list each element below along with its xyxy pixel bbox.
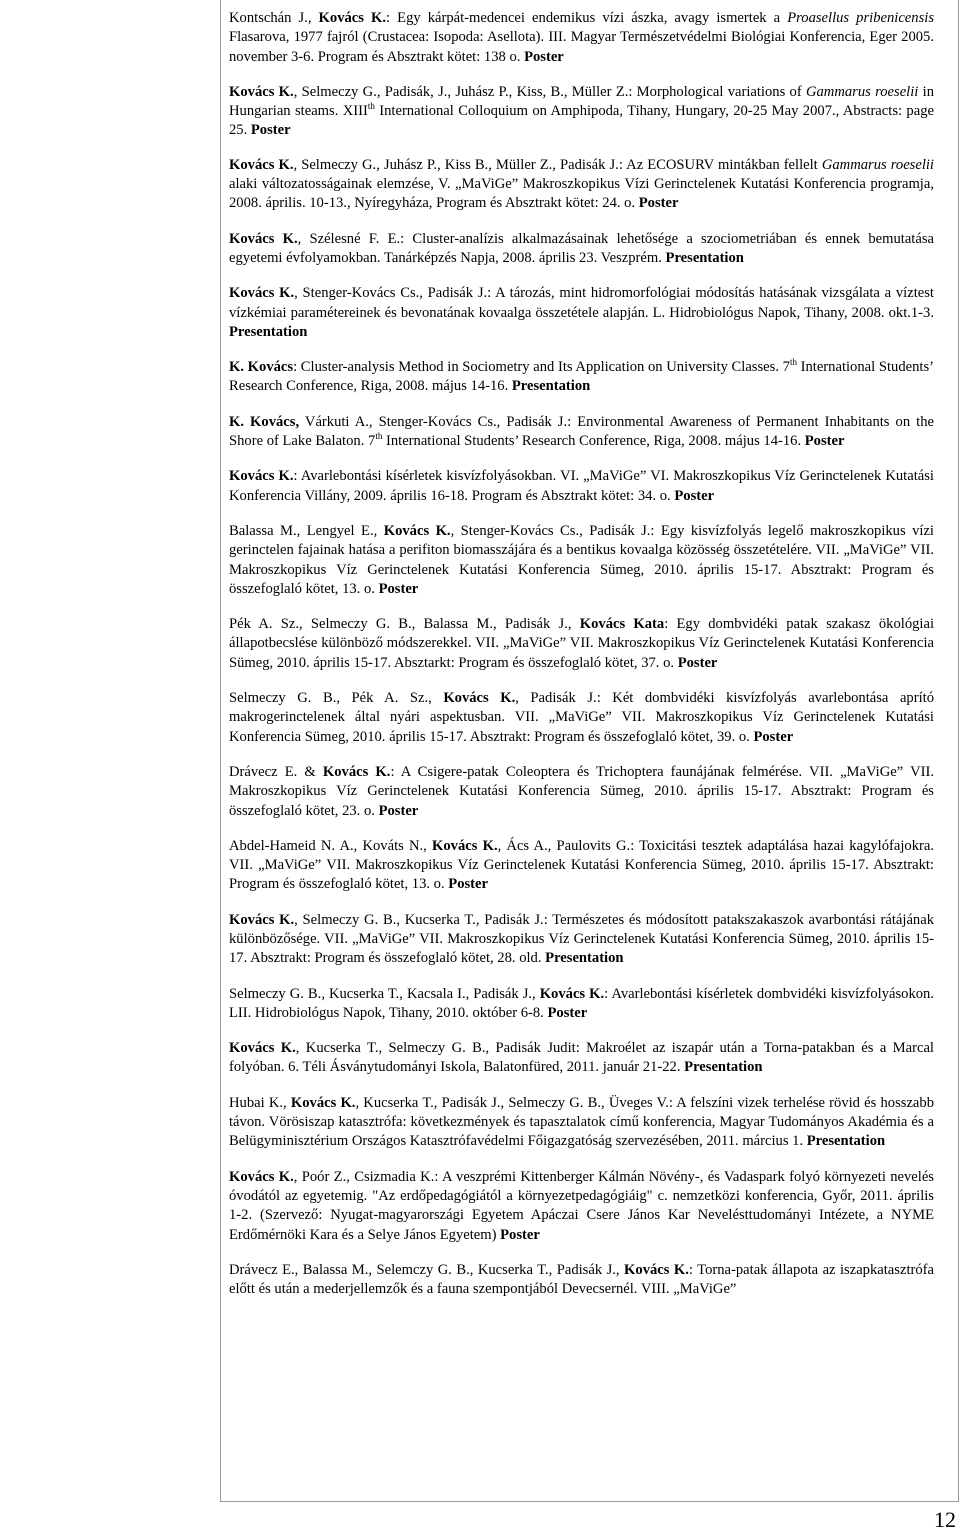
entry-text: in Hungarian steams. XIII <box>229 83 934 120</box>
highlighted-author: Kovács Kata <box>579 616 665 633</box>
publication-entry <box>229 837 934 895</box>
entry-text: Balassa M., Lengyel E., <box>229 522 384 539</box>
highlighted-author: K. Kovács, <box>229 413 300 430</box>
entry-text: : Avarlebontási kísérletek dombvidéki kisvízfolyásokon. LII. Hidrobiológus Napok, Tihany, 2010. október 6-8. <box>229 985 934 1021</box>
entry-text: , Selmeczy G., Padisák, J., Juhász P., Kiss, B., Müller Z.: Morphological variations of <box>293 83 806 100</box>
presentation-type: Presentation <box>511 378 591 395</box>
presentation-type: Poster <box>638 195 679 212</box>
presentation-type: Poster <box>448 876 488 893</box>
presentation-type: Presentation <box>806 1133 886 1150</box>
highlighted-author: Kovács K. <box>229 468 294 485</box>
highlighted-author: Kovács K. <box>229 1040 296 1057</box>
entry-text: International Students’ Research Conference, Riga, 2008. május 14-16. <box>229 359 934 395</box>
entry-text: Hubai K., <box>229 1094 291 1111</box>
entry-text: , Stenger-Kovács Cs., Padisák J.: Egy kisvízfolyás legelő makroszkopikus vízi gerinctelen fajainak hatása a perifiton biomasszájára és a bentikus kovaalga közösség összetételére. VII. „MaViGe” VII. Makroszkopikus Víz Gerinctelenek Kutatási Konferencia Sümeg, 2010. április 15-17. Absztrakt: Program és összefoglaló kötet, 13. o. <box>229 522 934 597</box>
publication-entry <box>229 689 934 747</box>
publication-entry <box>229 522 934 599</box>
page-number: 12 <box>934 1507 956 1532</box>
publication-list <box>229 9 934 1315</box>
highlighted-author: Kovács K. <box>539 985 605 1002</box>
entry-text: : Egy kárpát-medencei endemikus vízi ászka, avagy ismertek a <box>386 10 788 26</box>
superscript-ordinal: th <box>375 431 383 442</box>
highlighted-author: Kovács K. <box>229 83 294 100</box>
entry-text: : Cluster-analysis Method in Sociometry and Its Application on University Classes. 7 <box>293 359 790 376</box>
entry-text: alaki változatosságainak elemzése, V. „MaViGe” Makroszkopikus Vízi Gerinctelenek Kutatási Konferencia programja, 2008. április. 10-13., Nyíregyháza, Program és Absztrakt kötet: 24. o. <box>229 176 934 212</box>
entry-text: Abdel-Hameid N. A., Kováts N., <box>229 837 433 854</box>
presentation-type: Poster <box>250 122 291 139</box>
publication-entry <box>229 1039 934 1078</box>
publication-entry <box>229 763 934 821</box>
highlighted-author: Kovács K. <box>383 522 451 539</box>
presentation-type: Presentation <box>665 249 744 266</box>
entry-text: International Colloquium on Amphipoda, Tihany, Hungary, 20-25 May 2007., Abstracts: page 25. <box>229 103 934 139</box>
entry-text: , Kucserka T., Selmeczy G. B., Padisák Judit: Makroélet az iszapár után a Torna-patakban és a Marcal folyóban. 6. Téli Ásványtudományi Iskola, Balatonfüred, 2011. január 21-22. <box>229 1040 934 1076</box>
entry-text: , Ács A., Paulovits G.: Toxicitási tesztek adaptálása hazai kagylófajokra. VII. „MaViGe” VII. Makroszkopikus Víz Gerinctelenek Kutatási Konferencia Sümeg, 2010. április 15-17. Absztrakt: Program és összefoglaló kötet, 13. o. <box>229 837 934 893</box>
publication-entry <box>229 9 934 67</box>
highlighted-author: Kovács K. <box>229 230 298 247</box>
publication-entry <box>229 83 934 141</box>
publication-entry <box>229 413 934 452</box>
entry-text: , Poór Z., Csizmadia K.: A veszprémi Kittenberger Kálmán Növény-, és Vadaspark folyó környezeti nevelés óvodától az egyetemig. "Az erdőpedagógiától a környezetpedagógiáig" c. nemzetközi konferencia, Győr, 2011. április 1-2. (Szervező: Nyugat-magyarországi Egyetem Apáczai Csere János Kar Nevelésttudományi Intézete, a NYME Erdőmérnöki Kara és a Selye János Egyetem) <box>229 1168 934 1243</box>
presentation-type: Poster <box>677 654 718 671</box>
publication-entry <box>229 156 934 214</box>
entry-text: , Szélesné F. E.: Cluster-analízis alkalmazásainak lehetősége a szociometriában és ennek bemutatása egyetemi évfolyamokban. Tanárképzés Napja, 2008. április 23. Veszprém. <box>229 230 934 266</box>
presentation-type: Presentation <box>545 950 624 967</box>
species-name: Proasellus pribenicensis <box>787 10 934 26</box>
entry-text: Drávecz E., Balassa M., Selemczy G. B., Kucserka T., Padisák J., <box>229 1261 625 1278</box>
highlighted-author: Kovács K. <box>318 10 387 26</box>
entry-text: , Kucserka T., Padisák J., Selmeczy G. B., Üveges V.: A felszíni vizek terhelése rövid és hosszabb távon. Vörösiszap katasztrófa: következmények és tapasztalatok című konferencia, Magyar Tudományos Akadémia és a Belügyminisztérium Országos Katasztrófavédelmi Főigazgatóság szervezésében, 2011. március 1. <box>229 1094 934 1150</box>
publication-entry <box>229 911 934 969</box>
publication-entry <box>229 230 934 269</box>
entry-text: Flasarova, 1977 fajról (Crustacea: Isopoda: Asellota). III. Magyar Természetvédelmi Biológiai Konferencia, Eger 2005. november 3-6. Program és Absztrakt kötet: 138 o. <box>229 29 934 65</box>
entry-text: Selmeczy G. B., Kucserka T., Kacsala I., Padisák J., <box>229 985 540 1002</box>
entry-text: Drávecz E. & <box>229 763 323 780</box>
publication-entry <box>229 1168 934 1245</box>
highlighted-author: Kovács K. <box>229 156 294 173</box>
publication-entry <box>229 1261 934 1300</box>
entry-text: Várkuti A., Stenger-Kovács Cs., Padisák J.: Environmental Awareness of Permanent Inhabitants on the Shore of Lake Balaton. 7 <box>229 413 934 450</box>
publication-entry <box>229 1094 934 1152</box>
entry-text: , Selmeczy G., Juhász P., Kiss B., Müller Z., Padisák J.: Az ECOSURV mintákban fellelt <box>293 156 822 173</box>
presentation-type: Poster <box>674 487 715 504</box>
entry-text: , Padisák J.: Két dombvidéki kisvízfolyás avarlebontása aprító makrogerinctelenek által nyári aspektusban. VII. „MaViGe” VII. Makroszkopikus Víz Gerinctelenek Kutatási Konferencia Sümeg, 2010. április 15-17. Absztrakt: Program és összefoglaló kötet, 39. o. <box>229 690 934 745</box>
entry-text: Pék A. Sz., Selmeczy G. B., Balassa M., Padisák J., <box>229 616 580 633</box>
presentation-type: Presentation <box>229 323 308 340</box>
publication-entry <box>229 467 934 506</box>
highlighted-author: Kovács K. <box>624 1261 689 1278</box>
presentation-type: Poster <box>378 580 419 597</box>
highlighted-author: Kovács K. <box>443 690 516 707</box>
entry-text: : Avarlebontási kísérletek kisvízfolyásokban. VI. „MaViGe” VI. Makroszkopikus Víz Gerinctelenek Kutatási Konferencia Villány, 2009. április 16-18. Program és Absztrakt kötet: 34. o. <box>229 468 934 504</box>
species-name: Gammarus roeselii <box>821 156 934 173</box>
entry-text: : A Csigere-patak Coleoptera és Trichoptera faunájának felmérése. VII. „MaViGe” VII. Makroszkopikus Víz Gerinctelenek Kutatási Konferencia Sümeg, 2010. április 15-17. Absztrakt: Program és összefoglaló kötet, 23. o. <box>229 763 934 819</box>
publication-entry <box>229 358 934 397</box>
entry-text: , Stenger-Kovács Cs., Padisák J.: A tározás, mint hidromorfológiai módosítás hatásának vizsgálata a víztest vízkémiai paramétereinek és bevonatának kovaalga összetétele alapján. L. Hidrobiológus Napok, Tihany, 2008. okt.1-3. <box>229 285 934 321</box>
highlighted-author: Kovács K. <box>322 763 391 780</box>
publication-entry <box>229 284 934 342</box>
entry-text: International Students’ Research Conference, Riga, 2008. május 14-16. <box>382 433 805 450</box>
highlighted-author: Kovács K. <box>229 911 295 928</box>
highlighted-author: Kovács K. <box>432 837 498 854</box>
entry-text: : Torna-patak állapota az iszapkatasztrófa előtt és után a mederjellemzők és a fauna szempontjából Devecsernél. VIII. „MaViGe” <box>229 1261 934 1298</box>
presentation-type: Poster <box>547 1004 588 1021</box>
superscript-ordinal: th <box>367 101 375 112</box>
presentation-type: Presentation <box>684 1059 763 1076</box>
publication-entry <box>229 985 934 1024</box>
entry-text: Kontschán J., <box>229 10 319 26</box>
presentation-type: Poster <box>753 728 794 745</box>
publication-entry <box>229 615 934 673</box>
highlighted-author: Kovács K. <box>229 1168 294 1185</box>
presentation-type: Poster <box>524 48 564 65</box>
highlighted-author: K. Kovács <box>229 359 294 376</box>
entry-text: , Selmeczy G. B., Kucserka T., Padisák J.: Természetes és módosított patakszakaszok avarbontási rátájának különbözősége. VII. „MaViGe” VII. Makroszkopikus Víz Gerinctelenek Kutatási Konferencia Sümeg, 2010. április 15-17. Absztrakt: Program és összefoglaló kötet, 28. old. <box>229 911 934 967</box>
presentation-type: Poster <box>804 433 845 450</box>
presentation-type: Poster <box>378 802 419 819</box>
presentation-type: Poster <box>500 1226 540 1243</box>
entry-text: Selmeczy G. B., Pék A. Sz., <box>229 690 444 707</box>
superscript-ordinal: th <box>789 357 797 368</box>
entry-text: : Egy dombvidéki patak szakasz ökológiai állapotbecslése különböző módszerekkel. VII. „MaViGe” VII. Makroszkopikus Víz Gerinctelenek Kutatási Konferencia Sümeg, 2010. április 15-17. Absztarkt: Program és összefoglaló kötet, 37. o. <box>229 616 935 671</box>
highlighted-author: Kovács K. <box>229 285 295 302</box>
highlighted-author: Kovács K. <box>290 1094 356 1111</box>
species-name: Gammarus roeselii <box>805 83 919 100</box>
